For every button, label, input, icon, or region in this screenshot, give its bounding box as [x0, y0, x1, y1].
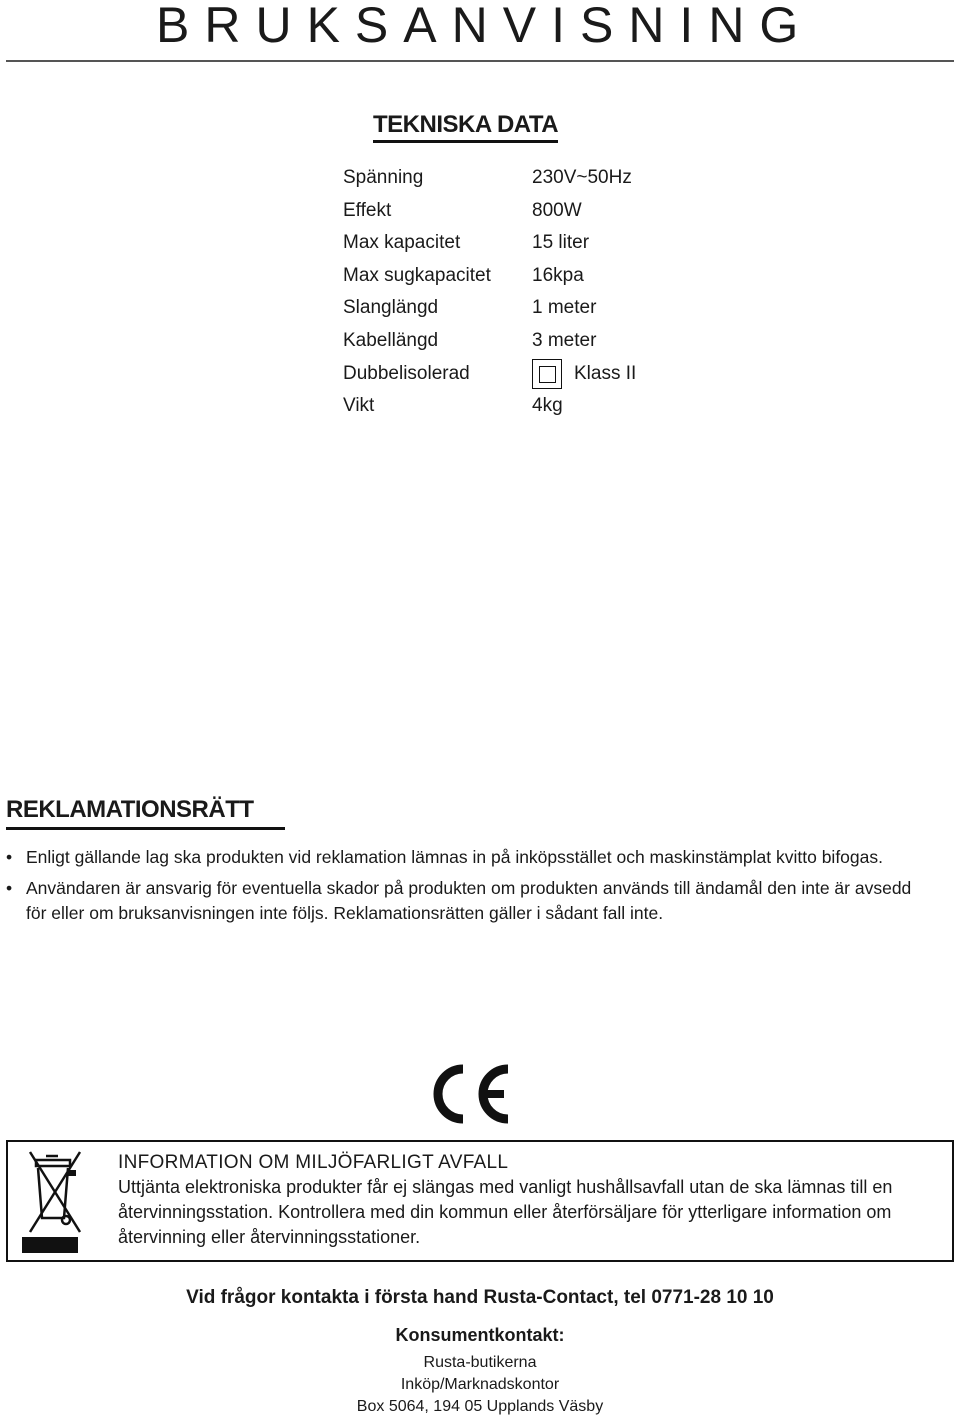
contact-line: Vid frågor kontakta i första hand Rusta-Contact, tel 0771-28 10 10 [186, 1287, 774, 1308]
title-divider [6, 60, 954, 62]
spec-value: 4kg [532, 395, 563, 417]
address-line: Box 5064, 194 05 Upplands Väsby [356, 1398, 604, 1415]
spec-value: 15 liter [532, 232, 590, 254]
address-block [0, 1352, 960, 1418]
spec-label: Dubbelisolerad [343, 362, 470, 384]
list-item [6, 845, 926, 870]
tech-data-heading: TEKNISKA DATA [373, 112, 558, 143]
spec-label: Max sugkapacitet [343, 264, 491, 286]
ce-mark-icon [430, 1063, 512, 1130]
page-title: BRUKSANVISNING [156, 0, 814, 53]
spec-value: 16kpa [532, 264, 584, 286]
bullet: • [6, 847, 13, 867]
double-insulation-icon [532, 359, 562, 389]
spec-value: 230V~50Hz [532, 167, 632, 188]
spec-label: Kabellängd [343, 329, 439, 351]
waste-body: Uttjänta elektroniska produkter får ej slängas med vanligt hushållsavfall utan de ska lämnas till en återvinningsstation. Kontrollera med din kommun eller återförsäljare för ytterligare information om återvinning eller återvinningsstationer. [118, 1177, 893, 1247]
crossed-bin-icon [28, 1150, 82, 1241]
spec-value: 1 meter [532, 297, 597, 319]
spec-label: Max kapacitet [343, 232, 461, 254]
spec-value-class [532, 359, 636, 389]
spec-value: 800W [532, 199, 582, 221]
spec-label: Vikt [343, 395, 375, 417]
address-line: Inköp/Marknadskontor [400, 1376, 560, 1393]
class-label: Klass II [574, 362, 637, 384]
list-item [6, 876, 926, 926]
waste-bar [22, 1237, 78, 1253]
claims-heading: REKLAMATIONSRÄTT [6, 797, 285, 830]
address-line: Rusta-butikerna [423, 1354, 537, 1371]
claims-list [6, 845, 926, 932]
consumer-contact-heading: Konsumentkontakt: [395, 1325, 565, 1345]
waste-text-block [118, 1150, 918, 1250]
spec-label: Effekt [343, 199, 392, 221]
spec-value: 3 meter [532, 329, 597, 351]
claims-item-text: Enligt gällande lag ska produkten vid reklamation lämnas in på inköpsstället och maskinstämplat kvitto bifogas. [26, 847, 883, 867]
claims-item-text: Användaren är ansvarig för eventuella skador på produkten om produkten används till ändamål den inte är avsedd för eller om bruksanvisningen inte följs. Reklamationsrätten gäller i sådant fall inte. [26, 878, 912, 923]
bullet: • [6, 878, 13, 898]
waste-title: INFORMATION OM MILJÖFARLIGT AVFALL [118, 1152, 509, 1173]
spec-label: Spänning [343, 167, 424, 188]
spec-label: Slanglängd [343, 297, 439, 319]
waste-info-box [6, 1140, 954, 1262]
